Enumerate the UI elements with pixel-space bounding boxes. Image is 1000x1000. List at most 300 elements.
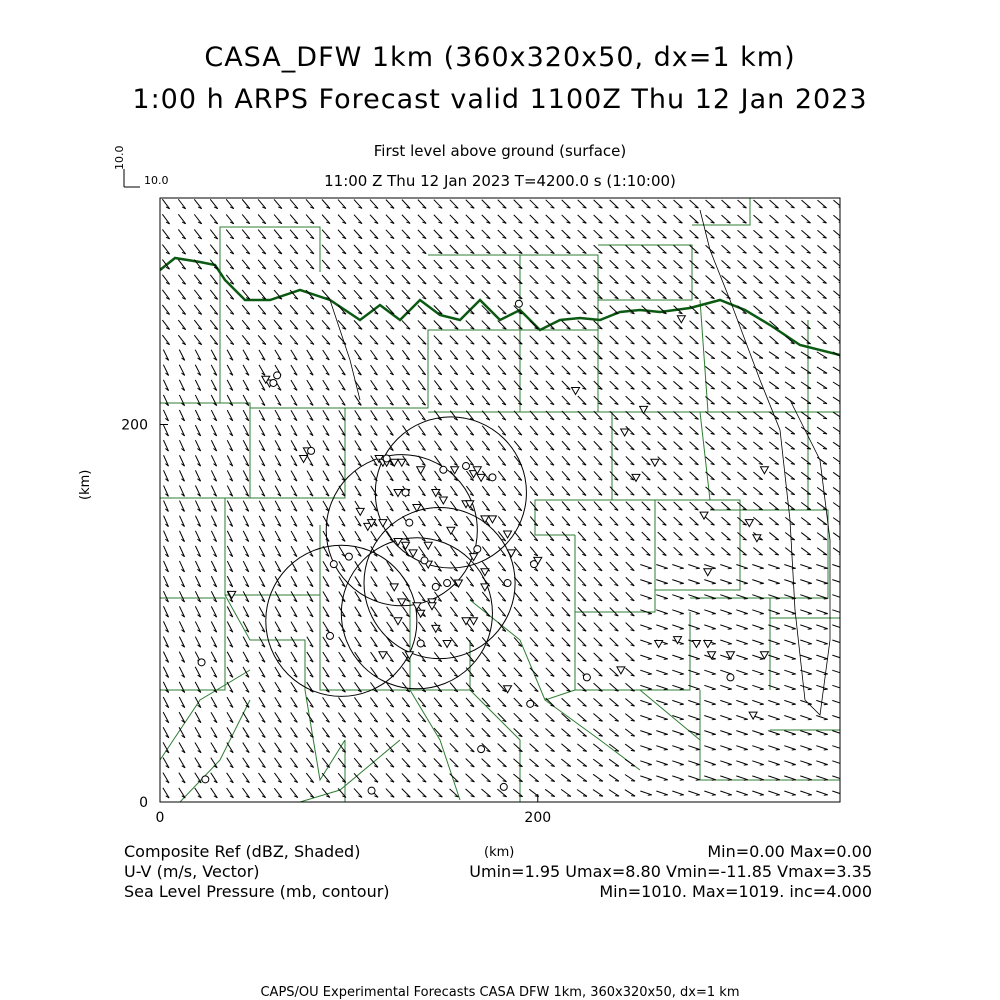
wind-vector-shaft (530, 744, 539, 752)
wind-vector-shaft (482, 321, 490, 330)
wind-vector-head (712, 765, 716, 766)
station-triangle (390, 584, 398, 591)
wind-vector-shaft (640, 776, 651, 780)
wind-vector-shaft (738, 321, 747, 329)
wind-vector-shaft (546, 351, 554, 360)
wind-vector-shaft (466, 698, 474, 707)
wind-vector-shaft (801, 321, 810, 329)
wind-vector-shaft (736, 791, 747, 795)
wind-vector-shaft (466, 245, 474, 254)
station-triangle (379, 652, 387, 659)
wind-vector-shaft (625, 790, 635, 796)
wind-vector-shaft (640, 716, 651, 720)
wind-vector-shaft (658, 547, 667, 555)
wind-vector-shaft (672, 610, 683, 614)
wind-vector-head (680, 749, 684, 750)
wind-vector-head (712, 689, 716, 690)
wind-vector-shaft (578, 336, 587, 344)
wind-vector-shaft (593, 744, 602, 751)
wind-vector-shaft (594, 441, 602, 450)
wind-vector-shaft (658, 245, 667, 253)
wind-vector-shaft (656, 565, 667, 569)
wind-vector-shaft (801, 276, 810, 284)
station-triangle (379, 520, 387, 527)
station-triangle (504, 531, 512, 538)
wind-vector-shaft (386, 336, 394, 345)
station-triangle (300, 455, 308, 462)
wind-vector-shaft (832, 565, 843, 569)
wind-vector-head (776, 780, 780, 781)
wind-vector-head (824, 749, 828, 750)
wind-vector-shaft (721, 457, 730, 465)
wind-vector-shaft (706, 215, 715, 223)
wind-vector-head (648, 644, 652, 645)
wind-vector-shaft (658, 260, 667, 268)
wind-vector-shaft (800, 625, 811, 629)
legend-vector-stats: Umin=1.95 Umax=8.80 Vmin=-11.85 Vmax=3.35 (469, 862, 872, 881)
wind-vector-shaft (514, 471, 522, 480)
wind-vector-shaft (530, 426, 538, 435)
wind-vector-head (680, 704, 684, 705)
wind-vector-shaft (705, 351, 715, 358)
wind-vector-shaft (816, 565, 827, 569)
station-triangle (477, 474, 485, 481)
wind-vector-shaft (642, 456, 651, 464)
wind-vector-shaft (626, 562, 634, 571)
wind-vector-shaft (530, 637, 538, 646)
wind-vector-shaft (674, 200, 683, 208)
wind-vector-shaft (514, 396, 522, 405)
wind-vector-head (839, 313, 843, 314)
wind-vector-shaft (354, 230, 362, 239)
station-circle (308, 447, 315, 454)
wind-vector-shaft (689, 396, 698, 404)
wind-vector-shaft (546, 698, 555, 706)
county-line (470, 600, 575, 700)
wind-vector-shaft (562, 215, 571, 223)
wind-vector-shaft (562, 351, 571, 359)
wind-vector-shaft (801, 517, 811, 524)
wind-vector-shaft (450, 713, 458, 722)
wind-vector-shaft (497, 774, 506, 782)
wind-vector-shaft (530, 532, 538, 541)
station-triangle (443, 640, 451, 647)
wind-vector-shaft (530, 486, 538, 495)
wind-vector-head (776, 795, 780, 796)
wind-vector-head (744, 568, 748, 569)
wind-vector-shaft (370, 245, 378, 254)
wind-vector-head (728, 689, 732, 690)
wind-vector-shaft (689, 411, 698, 419)
wind-vector-head (664, 659, 668, 660)
wind-vector-shaft (721, 382, 730, 389)
station-triangle (617, 667, 625, 674)
station-triangle (394, 618, 402, 625)
wind-vector-head (824, 704, 828, 705)
wind-vector-shaft (498, 351, 506, 360)
wind-vector-shaft (642, 215, 651, 223)
wind-vector-shaft (402, 713, 410, 722)
wind-vector-head (696, 734, 700, 735)
wind-vector-shaft (450, 260, 458, 269)
station-circle (345, 553, 352, 560)
wind-vector-shaft (577, 759, 587, 766)
wind-vector-shaft (482, 713, 490, 722)
wind-vector-shaft (688, 746, 699, 750)
wind-vector-shaft (784, 716, 795, 720)
wind-vector-head (648, 765, 652, 766)
wind-vector-head (664, 734, 668, 735)
wind-vector-shaft (688, 761, 699, 765)
wind-vector-shaft (817, 427, 827, 434)
wind-vector-shaft (578, 275, 587, 283)
wind-vector-shaft (578, 426, 586, 435)
wind-vector-shaft (498, 426, 506, 435)
wind-vector-shaft (784, 625, 795, 629)
wind-vector-shaft (690, 260, 699, 268)
wind-vector-shaft (752, 685, 763, 689)
wind-vector-head (792, 719, 796, 720)
wind-vector-shaft (530, 607, 538, 616)
wind-vector-shaft (562, 638, 570, 647)
wind-vector-shaft (690, 291, 699, 299)
wind-vector-shaft (833, 276, 842, 284)
wind-vector-shaft (640, 685, 651, 689)
wind-vector-head (696, 583, 700, 584)
wind-vector-head (680, 719, 684, 720)
wind-vector-shaft (578, 396, 586, 405)
wind-vector-head (680, 568, 684, 569)
station-triangle (745, 520, 753, 527)
wind-vector-shaft (450, 245, 458, 254)
wind-vector-shaft (642, 381, 651, 389)
wind-vector-shaft (513, 774, 522, 782)
wind-vector-shaft (482, 396, 490, 405)
wind-vector-shaft (418, 305, 426, 314)
wind-vector-shaft (769, 352, 779, 359)
wind-vector-shaft (546, 683, 555, 691)
wind-vector-shaft (689, 381, 698, 389)
wind-vector-shaft (736, 731, 747, 735)
wind-vector-shaft (737, 412, 746, 419)
wind-vector-shaft (640, 761, 651, 765)
wind-vector-shaft (642, 245, 651, 253)
wind-vector-shaft (720, 565, 731, 569)
wind-vector-shaft (482, 215, 490, 224)
wind-vector-head (648, 629, 652, 630)
wind-vector-shaft (578, 638, 586, 647)
wind-vector-shaft (768, 565, 779, 569)
wind-vector-shaft (498, 759, 507, 767)
wind-vector-head (631, 781, 635, 782)
wind-vector-head (839, 207, 843, 208)
wind-vector-shaft (721, 412, 730, 420)
wind-vector-shaft (642, 517, 650, 525)
station-triangle (432, 489, 440, 496)
wind-vector-shaft (418, 200, 426, 209)
wind-vector-shaft (514, 592, 522, 601)
wind-vector-shaft (816, 685, 827, 689)
wind-vector-shaft (816, 731, 827, 735)
station-circle (489, 474, 496, 481)
wind-vector-shaft (290, 305, 298, 314)
wind-vector-shaft (658, 396, 667, 404)
wind-vector-shaft (482, 350, 490, 359)
wind-vector-shaft (242, 260, 250, 269)
wind-vector-head (760, 614, 764, 615)
wind-vector-shaft (816, 655, 827, 659)
wind-vector-shaft (674, 487, 683, 495)
wind-vector-head (792, 583, 796, 584)
wind-vector-shaft (833, 442, 843, 449)
wind-vector-shaft (817, 215, 826, 223)
wind-vector-shaft (338, 230, 346, 239)
wind-vector-shaft (674, 547, 683, 555)
wind-vector-shaft (610, 306, 619, 314)
wind-vector-shaft (402, 245, 410, 254)
wind-vector-shaft (610, 441, 618, 450)
county-line (575, 612, 690, 690)
wind-vector-head (792, 704, 796, 705)
wind-vector-shaft (657, 351, 666, 359)
wind-vector-shaft (418, 290, 426, 299)
wind-vector-shaft (290, 320, 298, 329)
wind-vector-head (776, 644, 780, 645)
wind-vector-shaft (768, 731, 779, 735)
wind-vector-shaft (226, 320, 234, 329)
station-triangle (356, 508, 364, 515)
wind-vector-shaft (656, 776, 667, 780)
wind-vector-head (744, 704, 748, 705)
wind-vector-shaft (418, 728, 426, 737)
wind-vector-shaft (752, 746, 763, 750)
legend-pressure: Sea Level Pressure (mb, contour) (124, 882, 390, 901)
wind-vector-shaft (833, 382, 843, 388)
wind-vector-shaft (801, 336, 810, 344)
station-triangle (398, 459, 406, 466)
wind-vector-shaft (800, 716, 811, 720)
station-triangle (632, 474, 640, 481)
wind-vector-shaft (673, 396, 682, 404)
footer-credit: CAPS/OU Experimental Forecasts CASA DFW 1km, 360x320x50, dx=1 km (260, 985, 740, 1000)
wind-vector-shaft (593, 729, 602, 737)
wind-vector-shaft (832, 610, 843, 614)
wind-vector-shaft (226, 199, 234, 208)
wind-vector-shaft (498, 652, 506, 661)
wind-vector-shaft (514, 336, 523, 344)
wind-vector-shaft (690, 442, 699, 450)
wind-vector-shaft (626, 441, 634, 449)
wind-vector-head (712, 629, 716, 630)
wind-vector-shaft (658, 426, 667, 434)
wind-vector-shaft (370, 320, 378, 329)
wind-vector-head (648, 795, 652, 796)
wind-vector-shaft (833, 548, 843, 555)
wind-vector-head (824, 734, 828, 735)
wind-vector-shaft (720, 716, 731, 720)
x-axis-label: (km) (484, 845, 515, 860)
wind-vector-head (615, 781, 619, 782)
wind-vector-shaft (656, 731, 667, 735)
wind-vector-head (839, 297, 843, 298)
wind-vector-shaft (577, 789, 587, 796)
wind-vector-head (648, 749, 652, 750)
wind-vector-shaft (466, 260, 474, 269)
wind-vector-head (760, 704, 764, 705)
wind-vector-shaft (578, 215, 587, 223)
wind-vector-shaft (833, 533, 843, 540)
wind-vector-shaft (752, 565, 763, 569)
wind-vector-shaft (833, 427, 843, 434)
wind-vector-shaft (258, 214, 266, 223)
wind-vector-shaft (672, 700, 683, 704)
wind-vector-shaft (514, 230, 523, 238)
station-circle (368, 787, 375, 794)
wind-vector-shaft (833, 321, 842, 329)
wind-vector-shaft (833, 230, 842, 238)
wind-vector-head (824, 583, 828, 584)
wind-vector-shaft (801, 230, 810, 238)
wind-vector-head (696, 659, 700, 660)
wind-vector-shaft (450, 667, 458, 676)
wind-vector-shaft (626, 668, 635, 676)
wind-vector-shaft (242, 199, 250, 208)
wind-vector-shaft (626, 456, 634, 465)
wind-vector-shaft (640, 595, 651, 599)
wind-vector-shaft (562, 501, 570, 510)
wind-vector-head (808, 583, 812, 584)
wind-vector-shaft (704, 670, 715, 674)
wind-vector-shaft (418, 260, 426, 269)
wind-vector-shaft (434, 290, 442, 299)
wind-vector-head (824, 765, 828, 766)
wind-vector-shaft (386, 773, 394, 782)
wind-vector-shaft (418, 774, 426, 783)
wind-vector-head (808, 598, 812, 599)
wind-vector-shaft (736, 685, 747, 689)
wind-vector-shaft (450, 305, 458, 314)
wind-vector-shaft (738, 215, 747, 223)
station-circle (515, 300, 522, 307)
wind-vector-head (744, 780, 748, 781)
wind-vector-shaft (674, 336, 683, 344)
station-triangle (394, 489, 402, 496)
station-triangle (462, 618, 470, 625)
wind-vector-shaft (242, 335, 250, 344)
wind-vector-shaft (690, 336, 699, 344)
wind-vector-head (824, 659, 828, 660)
wind-vector-shaft (498, 290, 506, 298)
wind-vector-shaft (498, 275, 506, 283)
wind-vector-shaft (672, 685, 683, 689)
wind-vector-shaft (801, 548, 811, 555)
wind-vector-shaft (674, 291, 683, 299)
wind-vector-shaft (722, 215, 731, 223)
wind-vector-shaft (530, 653, 538, 662)
wind-vector-shaft (720, 700, 731, 704)
wind-vector-shaft (625, 774, 635, 781)
wind-vector-head (823, 448, 827, 449)
wind-vector-head (712, 719, 716, 720)
wind-vector-head (664, 704, 668, 705)
wind-vector-shaft (753, 442, 762, 449)
wind-vector-head (664, 583, 668, 584)
wind-vector-shaft (610, 396, 619, 404)
wind-vector-shaft (769, 472, 778, 479)
ref-vector-v-label: 10.0 (113, 145, 126, 170)
wind-vector-shaft (562, 592, 570, 601)
wind-vector-shaft (530, 592, 538, 601)
wind-vector-shaft (482, 683, 490, 692)
wind-vector-shaft (817, 352, 827, 358)
wind-vector-shaft (626, 638, 635, 646)
wind-vector-shaft (514, 622, 522, 631)
wind-vector-shaft (817, 321, 826, 329)
wind-vector-head (824, 644, 828, 645)
wind-vector-shaft (578, 260, 587, 268)
wind-vector-shaft (801, 291, 810, 299)
wind-vector-shaft (370, 335, 378, 344)
wind-vector-shaft (530, 351, 538, 360)
wind-vector-shaft (706, 517, 715, 525)
wind-vector-shaft (386, 260, 394, 269)
wind-vector-shaft (258, 199, 266, 208)
wind-vector-shaft (594, 653, 603, 661)
wind-vector-shaft (530, 321, 539, 329)
wind-vector-shaft (672, 655, 683, 659)
wind-vector-shaft (704, 610, 715, 614)
wind-vector-shaft (418, 743, 426, 752)
wind-vector-shaft (832, 731, 843, 735)
wind-vector-shaft (482, 759, 491, 767)
time-subtitle: 11:00 Z Thu 12 Jan 2023 T=4200.0 s (1:10:00) (324, 172, 676, 190)
wind-vector-shaft (721, 397, 730, 405)
wind-vector-shaft (801, 352, 811, 358)
wind-vector-shaft (514, 366, 522, 375)
wind-vector-shaft (704, 731, 715, 735)
wind-vector-shaft (402, 215, 410, 224)
wind-vector-shaft (434, 698, 442, 707)
wind-vector-shaft (594, 230, 603, 238)
wind-vector-shaft (672, 625, 683, 629)
wind-vector-shaft (738, 276, 747, 284)
wind-vector-shaft (514, 321, 523, 329)
wind-vector-shaft (832, 761, 843, 765)
wind-vector-shaft (482, 381, 490, 390)
station-circle (274, 372, 281, 379)
station-circle (440, 466, 447, 473)
wind-vector-shaft (562, 517, 570, 526)
wind-vector-shaft (306, 215, 314, 224)
station-circle (330, 561, 337, 568)
county-line (655, 500, 740, 590)
station-triangle (621, 429, 629, 436)
wind-vector-shaft (530, 683, 538, 692)
wind-vector-shaft (720, 776, 731, 780)
wind-vector-shaft (466, 774, 475, 782)
wind-vector-shaft (594, 502, 602, 511)
wind-vector-shaft (610, 456, 618, 465)
wind-vector-head (712, 583, 716, 584)
wind-vector-shaft (784, 565, 795, 569)
wind-vector-shaft (610, 260, 619, 268)
wind-vector-shaft (562, 547, 570, 556)
wind-vector-shaft (738, 245, 747, 253)
wind-vector-shaft (514, 668, 522, 677)
wind-vector-shaft (306, 260, 314, 269)
wind-vector-shaft (704, 761, 715, 765)
wind-vector-shaft (625, 714, 634, 721)
